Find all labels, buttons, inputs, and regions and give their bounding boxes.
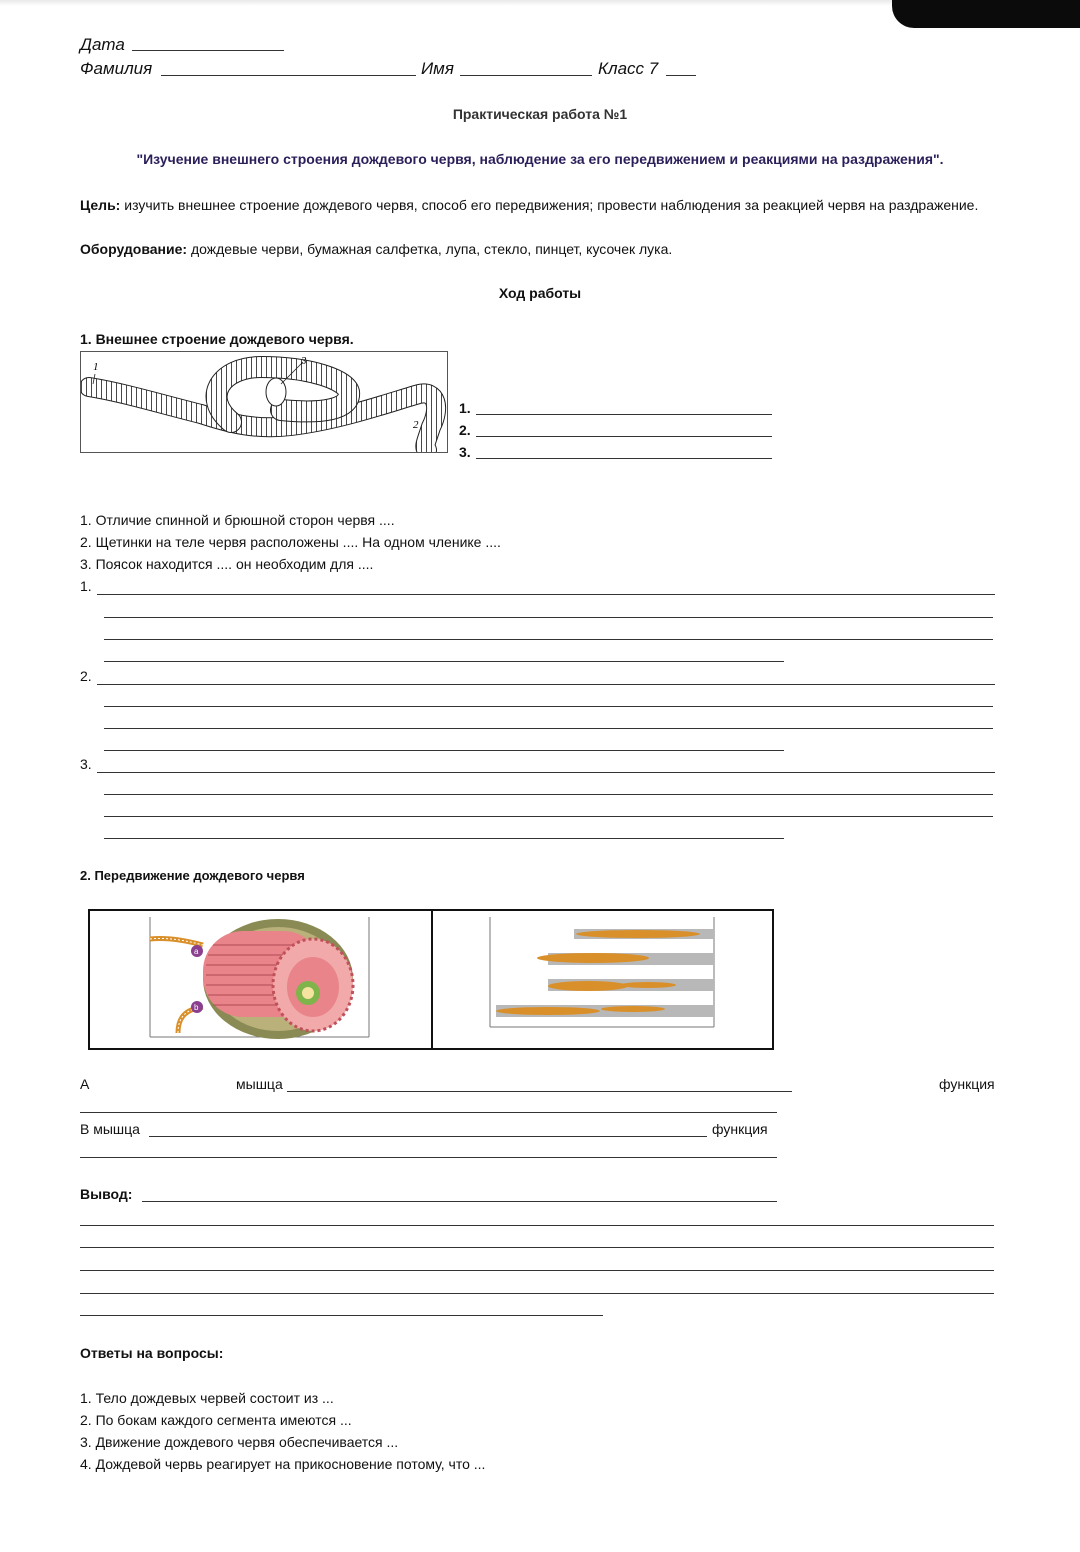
answer-1-line-4[interactable] xyxy=(104,661,784,662)
answer-3-line-2[interactable] xyxy=(104,794,993,795)
conclusion-line-3[interactable] xyxy=(80,1247,994,1248)
question-1: 1. Отличие спинной и брюшной сторон червя .... xyxy=(80,512,395,528)
answer-3-line-1[interactable] xyxy=(97,772,995,773)
section1-questions xyxy=(80,509,501,575)
surname-blank[interactable] xyxy=(161,75,416,76)
answers-list xyxy=(80,1387,485,1475)
equipment-text: дождевые черви, бумажная салфетка, лупа, стекло, пинцет, кусочек лука. xyxy=(190,241,673,257)
progress-title: Ход работы xyxy=(498,285,582,301)
answer-item: 4. Дождевой червь реагирует на прикосновение потому, что ... xyxy=(80,1456,486,1472)
fig-blank-1[interactable] xyxy=(476,414,772,415)
worm-movement-stages-illustration xyxy=(488,915,718,1029)
answer-2-line-4[interactable] xyxy=(104,750,784,751)
row-a-letter: А xyxy=(80,1076,90,1092)
marker-b: b xyxy=(194,1003,199,1012)
question-2: 2. Щетинки на теле червя расположены .... На одном членике .... xyxy=(80,534,501,550)
fig-blank-label-3: 3. xyxy=(459,444,471,460)
class-blank[interactable] xyxy=(666,75,696,76)
figure-label-3: 3 xyxy=(301,355,307,367)
answer-item: 2. По бокам каждого сегмента имеются ... xyxy=(80,1412,352,1428)
row-a-function-label: функция xyxy=(939,1076,995,1092)
row-b-muscle-label: В мышца xyxy=(80,1121,140,1137)
conclusion-label: Вывод: xyxy=(80,1186,133,1202)
camera-notch xyxy=(892,0,1080,28)
answer-number-2: 2. xyxy=(80,668,92,684)
movement-figure xyxy=(88,909,774,1050)
figure-label-1: 1 xyxy=(93,361,99,373)
answer-number-1: 1. xyxy=(80,578,92,594)
conclusion-line-4[interactable] xyxy=(80,1270,994,1271)
marker-a: a xyxy=(194,947,199,956)
row-b-muscle-blank[interactable] xyxy=(149,1136,707,1137)
goal-text: изучить внешнее строение дождевого червя, способ его передвижения; провести наблюдения за реакцией червя на раздражение. xyxy=(124,197,979,213)
conclusion-line-2[interactable] xyxy=(80,1225,994,1226)
name-label: Имя xyxy=(421,59,454,78)
answer-1-line-1[interactable] xyxy=(97,594,995,595)
fig-blank-2[interactable] xyxy=(476,436,772,437)
figure-divider xyxy=(431,911,433,1048)
answer-2-line-2[interactable] xyxy=(104,706,993,707)
section1-title: 1. Внешнее строение дождевого червя. xyxy=(80,331,354,347)
fig-blank-3[interactable] xyxy=(476,458,772,459)
goal-label: Цель: xyxy=(80,197,121,213)
answer-item: 3. Движение дождевого червя обеспечивается ... xyxy=(80,1434,399,1450)
section2-title: 2. Передвижение дождевого червя xyxy=(80,868,305,883)
fig-blank-label-2: 2. xyxy=(459,422,471,438)
page-title: Практическая работа №1 xyxy=(452,106,628,122)
equipment-label: Оборудование: xyxy=(80,241,188,257)
muscle-cross-section-illustration xyxy=(148,915,373,1039)
class-label: Класс 7 xyxy=(598,59,659,78)
date-label: Дата xyxy=(80,35,125,54)
surname-label: Фамилия xyxy=(80,59,153,78)
figure-label-2: 2 xyxy=(413,419,419,431)
answer-2-line-1[interactable] xyxy=(97,684,995,685)
row-a-function-blank[interactable] xyxy=(80,1112,777,1113)
row-b-function-blank[interactable] xyxy=(80,1157,777,1158)
answer-1-line-2[interactable] xyxy=(104,617,993,618)
conclusion-line-5[interactable] xyxy=(80,1293,994,1294)
answer-3-line-3[interactable] xyxy=(104,816,993,817)
row-a-muscle-label: мышца xyxy=(236,1076,283,1092)
conclusion-line-6[interactable] xyxy=(80,1315,603,1316)
worm-figure xyxy=(80,351,448,453)
equipment-paragraph xyxy=(80,241,672,257)
fig-blank-label-1: 1. xyxy=(459,400,471,416)
answers-title: Ответы на вопросы: xyxy=(80,1345,224,1361)
row-b-function-label: функция xyxy=(712,1121,768,1137)
name-blank[interactable] xyxy=(460,75,592,76)
question-3: 3. Поясок находится .... он необходим для .... xyxy=(80,556,374,572)
answer-number-3: 3. xyxy=(80,756,92,772)
row-a-muscle-blank[interactable] xyxy=(287,1091,792,1092)
page-subtitle: "Изучение внешнего строения дождевого червя, наблюдение за его передвижением и реакциями на раздражения". xyxy=(136,151,944,167)
answer-2-line-3[interactable] xyxy=(104,728,993,729)
earthworm-illustration xyxy=(81,352,447,452)
answer-1-line-3[interactable] xyxy=(104,639,993,640)
answer-item: 1. Тело дождевых червей состоит из ... xyxy=(80,1390,334,1406)
date-blank[interactable] xyxy=(132,50,284,51)
goal-paragraph xyxy=(80,194,1000,216)
answer-3-line-4[interactable] xyxy=(104,838,784,839)
conclusion-line-1[interactable] xyxy=(142,1201,777,1202)
